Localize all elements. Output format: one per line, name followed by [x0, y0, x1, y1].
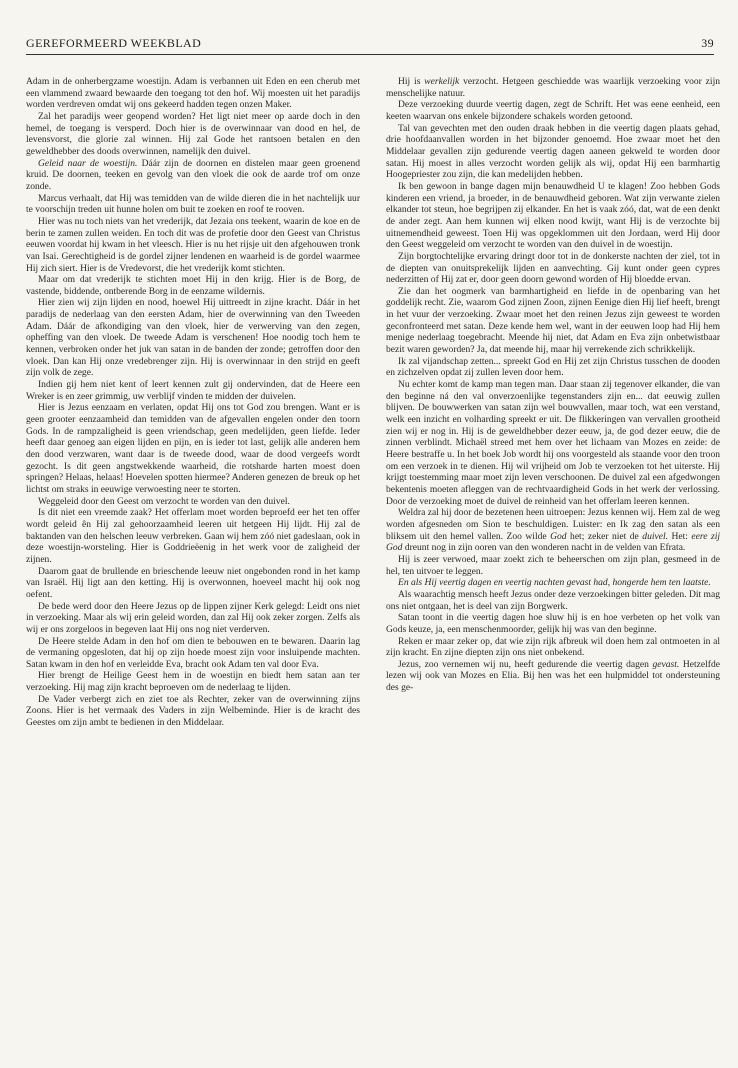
body-text: Zal het paradijs weer geopend worden? Het ligt niet meer op aarde doch in den hemel, de toegang is versperd. Doch hier is de overwinnaar van dood en hel, de levensvorst, die glorie zal winnen. Hij zal Gode het rantsoen betalen en den geweldhebber des doods overwinnen, namelijk den duivel. — [26, 110, 360, 157]
body-text: Het: — [668, 530, 692, 542]
paragraph — [386, 251, 720, 286]
body-text: het; zeker niet de — [566, 530, 643, 542]
italic-text: En als Hij veertig dagen en veertig nachten gevast had, hongerde hem ten laatste. — [398, 577, 711, 589]
body-text: Deze verzoeking duurde veertig dagen, zegt de Schrift. Het was eene eenheid, een keeten waarvan ons enkele bijzondere schakels worden getoond. — [386, 99, 720, 122]
paragraph — [386, 286, 720, 356]
body-text: Daarom gaat de brullende en brieschende leeuw niet ongebonden rond in het kamp van Israël. Hij ligt aan den ketting. Hij is overwonnen, hoeveel macht hij ook nog oefent. — [26, 565, 360, 600]
italic-text: duivel. — [642, 530, 669, 542]
paragraph — [26, 274, 360, 297]
italic-text: werkelijk — [424, 76, 460, 87]
body-text: Adam in de onherbergzame woestijn. Adam is verbannen uit Eden en een cherub met een vlammend zwaard bewaarde den toegang tot den hof. Wij moesten uit het paradijs worden verdreven omdat wij ons gekeerd hadden tegen onzen Maker. — [26, 76, 360, 111]
paragraph — [26, 566, 360, 601]
page-number: 39 — [701, 36, 714, 50]
left-column — [26, 76, 360, 729]
body-text: Maar om dat vrederijk te stichten moet Hij in den krijg. Hier is de Borg, de vastende, biddende, ontberende Borg in de eenzame wildernis. — [26, 274, 360, 297]
paragraph — [26, 636, 360, 671]
publication-title: GEREFORMEERD WEEKBLAD — [26, 36, 202, 50]
body-text: Als waarachtig mensch heeft Jezus onder deze verzoekingen bitter geleden. Dit mag ons niet ontgaan, het is deel van zijn Borgwerk. — [386, 588, 720, 612]
body-text: De Heere stelde Adam in den hof om dien te bebouwen en te bewaren. Daarin lag de vermaning opgesloten, dat hij op zijn hoede moest zijn voor insluipende machten. Satan kwam in den hof en verleidde Eva, bracht ook Adam ten val door Eva. — [26, 635, 360, 670]
paragraph — [386, 181, 720, 251]
paragraph — [26, 158, 360, 193]
running-header — [26, 36, 714, 54]
right-column — [386, 76, 720, 694]
body-text: Hier is Jezus eenzaam en verlaten, opdat Hij ons tot God zou brengen. Want er is geen grooter eenzaamheid dan temidden van de afgevallen engelen onder den toorn Gods. In de rampzaligheid is geen vriendschap, geen medelijden, geen liefde. Ieder heeft daar genoeg aan eigen lijden en pijn, en is ieder tot last, gelijk alle anderen hem den dood verzwaren, want daar is de tweede dood, waar de dood vergeefs wordt gezocht. Is dit geen angstwekkende waarheid, die rotsharde harten moest doen springen? Helaas, helaas! Hoevelen spotten hiermee? Anderen genezen de breuk op het lichtst om straks in eeuwige verwoesting neer te storten. — [26, 402, 360, 495]
paragraph — [26, 297, 360, 379]
paragraph — [26, 402, 360, 495]
paragraph — [26, 507, 360, 565]
paragraph — [386, 507, 720, 554]
body-text: Hier brengt de Heilige Geest hem in de woestijn en biedt hem satan aan ter verzoeking. Hij mag zijn kracht beproeven om de nederlaag te lijden. — [26, 670, 360, 694]
body-text: Tal van gevechten met den ouden draak hebben in die veertig dagen plaats gehad, drie hoofdaanvallen worden in het bijzonder genoemd. Hoe zwaar moet het den Middelaar gevallen zijn gedurende veertig dagen aaneen gekweld te worden door satan. Hij moest in alles verzocht worden gelijk als wij, opdat Hij een barmhartig Hoogepriester zou zijn, die kan medelijden hebben. — [386, 122, 720, 181]
paragraph — [26, 76, 360, 111]
body-text: Ik ben gewoon in bange dagen mijn benauwdheid U te klagen! Zoo hebben Gods kinderen een vriend, ja broeder, in de benauwdheid geboren. Wat zijn verwante zielen elkander tot steun, hoe begrijpen zij elkander. En het is vaak zóó, dat, wat de een denkt de ander zegt. Aan hem kunnen wij elken nood kwijt, want Hij is de verzochte bij uitnemendheid geweest. Toen Hij was opgeklommen uit den Jordaan, werd Hij door den Geest weggeleid om verzocht te worden van den duivel in de woestijn. — [386, 180, 720, 251]
paragraph — [386, 554, 720, 577]
body-text: Ik zal vijandschap zetten... spreekt God en Hij zet zijn Christus tusschen de dooden en zichzelven opdat zij zullen leven door hem. — [386, 355, 720, 379]
body-text: Zie dan het oogmerk van barmhartigheid en liefde in de openbaring van het goddelijk recht. Zie, waarom God zijnen Zoon, zijnen Eenige dien Hij lief heeft, brengt in het vuur der verzoeking. Zwaar moet het den reinen Jezus zijn geweest te worden geconfronteerd met satan. Deze kende hem wel, want in der eeuwen loop had Hij hem menige nederlaag toegebracht. Meende hij niet, dat Adam en Eva zijn onbetwistbaar bezit waren geworden? Ja, dat meende hij, maar hij verrekende zich schrikkelijk. — [386, 285, 720, 356]
body-text: Hier zien wij zijn lijden en nood, hoewel Hij uittreedt in zijne kracht. Dáár in het paradijs de nederlaag van den eersten Adam, hier de overwinning van den Tweeden Adam. Dáár de afkondiging van den vloek, hier de verwerving van den zegen, opheffing van den vloek. De tweede Adam is verschenen! Hoe noodig toch hem te kennen, verbroken onder het juk van satan in de banden der zonde; getroffen door den vloek. Dan kan Hij onze vredebrenger zijn. Hij is overwinnaar in den strijd en geeft zijn volk de zege. — [26, 297, 360, 379]
body-text: Hij is zeer verwoed, maar zoekt zich te beheerschen om zijn plan, gesmeed in de hel, ten uitvoer te leggen. — [386, 553, 720, 577]
paragraph — [386, 612, 720, 635]
body-text: Zijn borgtochtelijke ervaring dringt door tot in de donkerste nachten der ziel, tot in de diepten van onuitsprekelijk lijden en aanvechting. Gij kunt onder geen cypres nederzitten of Hij zat er, door geen doorn gewond worden of Hij bloedde ervan. — [386, 250, 720, 286]
body-text: Reken er maar zeker op, dat wie zijn rijk afbreuk wil doen hem zal ontmoeten in al zijn kracht. En zijne diepten zijn ons niet onbekend. — [386, 635, 720, 659]
paragraph — [386, 636, 720, 659]
body-text: Indien gij hem niet kent of leert kennen zult gij ondervinden, dat de Heere een Wreker is en zeer grimmig, uw verblijf vinden te midden der duivelen. — [26, 379, 360, 402]
paragraph — [26, 694, 360, 729]
italic-text: God — [550, 530, 567, 542]
italic-text: Geleid naar de woestijn. — [38, 157, 138, 169]
body-text: Marcus verhaalt, dat Hij was temidden van de wilde dieren die in het nachtelijk uur te voorschijn treden uit hunne holen om buit te zoeken en roof te rooven. — [26, 192, 360, 216]
paragraph — [386, 379, 720, 507]
body-text: verzocht. Hetgeen geschiedde was waarlijk verzoeking voor zijn menschelijke natuur. — [386, 76, 720, 99]
body-text: dreunt nog in zijn ooren van den wonderen nacht in de velden van Efrata. — [402, 542, 686, 554]
paragraph — [26, 111, 360, 158]
body-text: Weldra zal hij door de bezetenen heen uitroepen: Jezus kennen wij. Hem zal de weg worden afgesneden om Sion te beschuldigen. Luister: en Ik zag den satan als een bliksem uit den hemel vallen. Zoo wilde — [386, 507, 720, 542]
paragraph — [26, 601, 360, 636]
paragraph — [386, 589, 720, 612]
italic-text: eere zij God — [386, 530, 720, 554]
body-text: Jezus, zoo vernemen wij nu, heeft gedurende die veertig dagen — [398, 658, 653, 670]
body-text: Dáár zijn de doornen en distelen maar geen groenend kruid. De doornen, teeken en gevolg van den vloek die ook de aarde trof om onze zonde. — [26, 157, 360, 192]
paragraph — [386, 99, 720, 122]
body-text: Nu echter komt de kamp man tegen man. Daar staan zij tegenover elkander, die van den beginne ná den val onverzoenlijke tegenstanders zijn en... dat eeuwig zullen blijven. De bouwwerken van satan zijn wel bouwvallen, maar toch, wat een verstand, welk een inzicht en volharding spreekt er uit. De flikkeringen van vervallen grootheid zien wij er nog in. Hij is de geweldhebber dezer eeuw, ja, de god dezer eeuw, die de zinnen verblindt. Michaël streed met hem over het lichaam van Mozes en zeide: de Heere bestraffe u. In het boek Job wordt hij ons voorgesteld als staande voor den troon om een verzoek in te dienen. Hij wil vrijheid om Job te verzoeken tot het uiterste. Hij krijgt toestemming maar moet zijn leven verschoonen. De duivel zal een afgedwongen bekentenis moeten afleggen van de rechtvaardigheid Gods in het werk der verlossing. Door de verzoeking moet de duivel de reinheid van het offerlam leeren kennen. — [386, 379, 720, 507]
paragraph — [26, 379, 360, 402]
body-text: Satan toont in die veertig dagen hoe sluw hij is en hoe verbeten op het volk van Gods keuze, ja, een menschenmoorder, gelijk hij was van den beginne. — [386, 612, 720, 635]
paragraph — [386, 123, 720, 181]
paragraph — [26, 670, 360, 693]
body-text: De Vader verbergt zich en ziet toe als Rechter, zeker van de overwinning zijns Zoons. Hier is het vermaak des Vaders in zijn Welbeminde. Hier is de kracht des Geestes om zijn ambt te bedienen in den Middelaar. — [26, 693, 360, 729]
body-text: Is dit niet een vreemde zaak? Het offerlam moet worden beproefd eer het ten offer wordt geleid ên Hij zal gehoorzaamheid leeren uit hetgeen Hij lijdt. Hij zal de baktanden van den helschen leeuw verbreken. Gaan wij hem zóó niet gadeslaan, ook in deze woestijn-worsteling. Hier is Goddrieëenig in het werk voor de zaligheid der zijnen. — [26, 507, 360, 565]
body-text: Hier was nu toch niets van het vrederijk, dat Jezaia ons teekent, waarin de koe en de berin te zamen zullen weiden. En toch dit was de profetie door den Geest van Christus eeuwen voordat hij kwam in het vleesch. Hier is nu het rijsje uit den afgehouwen tronk van Isai. Gerechtigheid is de gordel zijner lendenen en waarheid is de gordel waarmee Hij zich siert. Hier is de Vredevorst, die het vrederijk komt stichten. — [26, 215, 360, 274]
body-text: Hetzelfde lezen wij ook van Mozes en Elia. Bij hen was het een hulpmiddel tot ondersteuning des ge- — [386, 658, 720, 694]
paragraph — [386, 659, 720, 694]
paragraph — [386, 356, 720, 379]
body-text: Hij is — [398, 76, 425, 87]
paragraph — [26, 216, 360, 274]
body-text: Weggeleid door den Geest om verzocht te worden van den duivel. — [38, 495, 290, 507]
body-text: De bede werd door den Heere Jezus op de lippen zijner Kerk gelegd: Leidt ons niet in verzoeking. Maar als wij erin geleid worden, dan zal Hij ook zeker zorgen. Zelfs als wij er ons zorgeloos in begeven laat Hij ons nog niet verderven. — [26, 600, 360, 635]
paragraph — [26, 193, 360, 216]
paragraph — [386, 577, 720, 589]
paragraph — [386, 76, 720, 99]
header-rule — [26, 54, 714, 55]
italic-text: gevast. — [652, 658, 680, 670]
paragraph — [26, 496, 360, 508]
